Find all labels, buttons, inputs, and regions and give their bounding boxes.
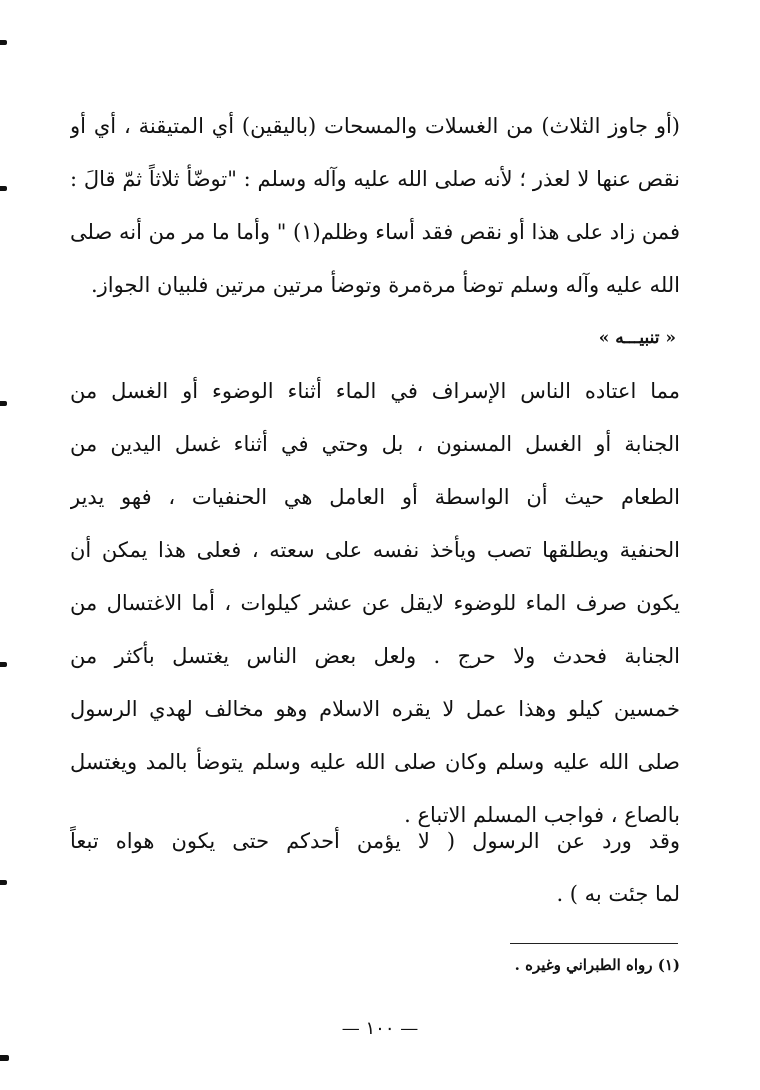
text-line: (أو جاوز الثلاث) من الغسلات والمسحات (باليقين) أي المتيقنة ، أي أو — [70, 114, 680, 138]
page-number: — ١٠٠ — — [341, 1018, 419, 1039]
text-line: لما جئت به ) . — [556, 882, 680, 906]
text-line: وقد ورد عن الرسول ( لا يؤمن أحدكم حتى يكون هواه تبعاً — [70, 829, 680, 853]
scan-edge-mark — [0, 186, 7, 191]
text-line: نقص عنها لا لعذر ؛ لأنه صلى الله عليه وآله وسلم : "توضّأ ثلاثاً ثمّ قالَ : — [70, 167, 680, 191]
scan-edge-mark — [0, 662, 7, 667]
text-line: الحنفية ويطلقها تصب ويأخذ نفسه على سعته ، فعلى هذا يمكن أن — [70, 538, 680, 562]
paragraph-commentary — [70, 100, 680, 312]
text-line: صلى الله عليه وسلم وكان صلى الله عليه وسلم يتوضأ بالمد ويغتسل — [70, 750, 680, 774]
text-line: الطعام حيث أن الواسطة أو العامل هي الحنفيات ، فهو يدير — [70, 485, 680, 509]
text-line: فمن زاد على هذا أو نقص فقد أساء وظلم(١) " وأما ما مر من أنه صلى — [70, 220, 680, 244]
footnote-divider — [510, 943, 678, 944]
scan-edge-mark — [0, 40, 7, 45]
text-line: يكون صرف الماء للوضوء لايقل عن عشر كيلوات ، أما الاغتسال من — [70, 591, 680, 615]
paragraph-hadith — [70, 815, 680, 921]
text-line: الله عليه وآله وسلم توضأ مرةمرة وتوضأ مرتين مرتين فلبيان الجواز. — [90, 273, 680, 297]
scan-edge-mark — [0, 401, 7, 406]
text-line: بالصاع ، فواجب المسلم الاتباع . — [404, 803, 680, 827]
scan-edge-mark — [0, 880, 7, 885]
paragraph-notice — [70, 365, 680, 842]
text-line: الجنابة فحدث ولا حرج . ولعل بعض الناس يغتسل بأكثر من — [70, 644, 680, 668]
text-line: الجنابة أو الغسل المسنون ، بل وحتي في أثناء غسل اليدين من — [70, 432, 680, 456]
text-line: خمسين كيلو وهذا عمل لا يقره الاسلام وهو مخالف لهدي الرسول — [70, 697, 680, 721]
scan-edge-mark — [0, 1055, 9, 1061]
text-line: مما اعتاده الناس الإسراف في الماء أثناء الوضوء أو الغسل من — [70, 379, 680, 403]
footnote: (١) رواه الطبراني وغيره . — [514, 956, 680, 974]
section-heading: « تنبيـــه » — [598, 328, 676, 348]
